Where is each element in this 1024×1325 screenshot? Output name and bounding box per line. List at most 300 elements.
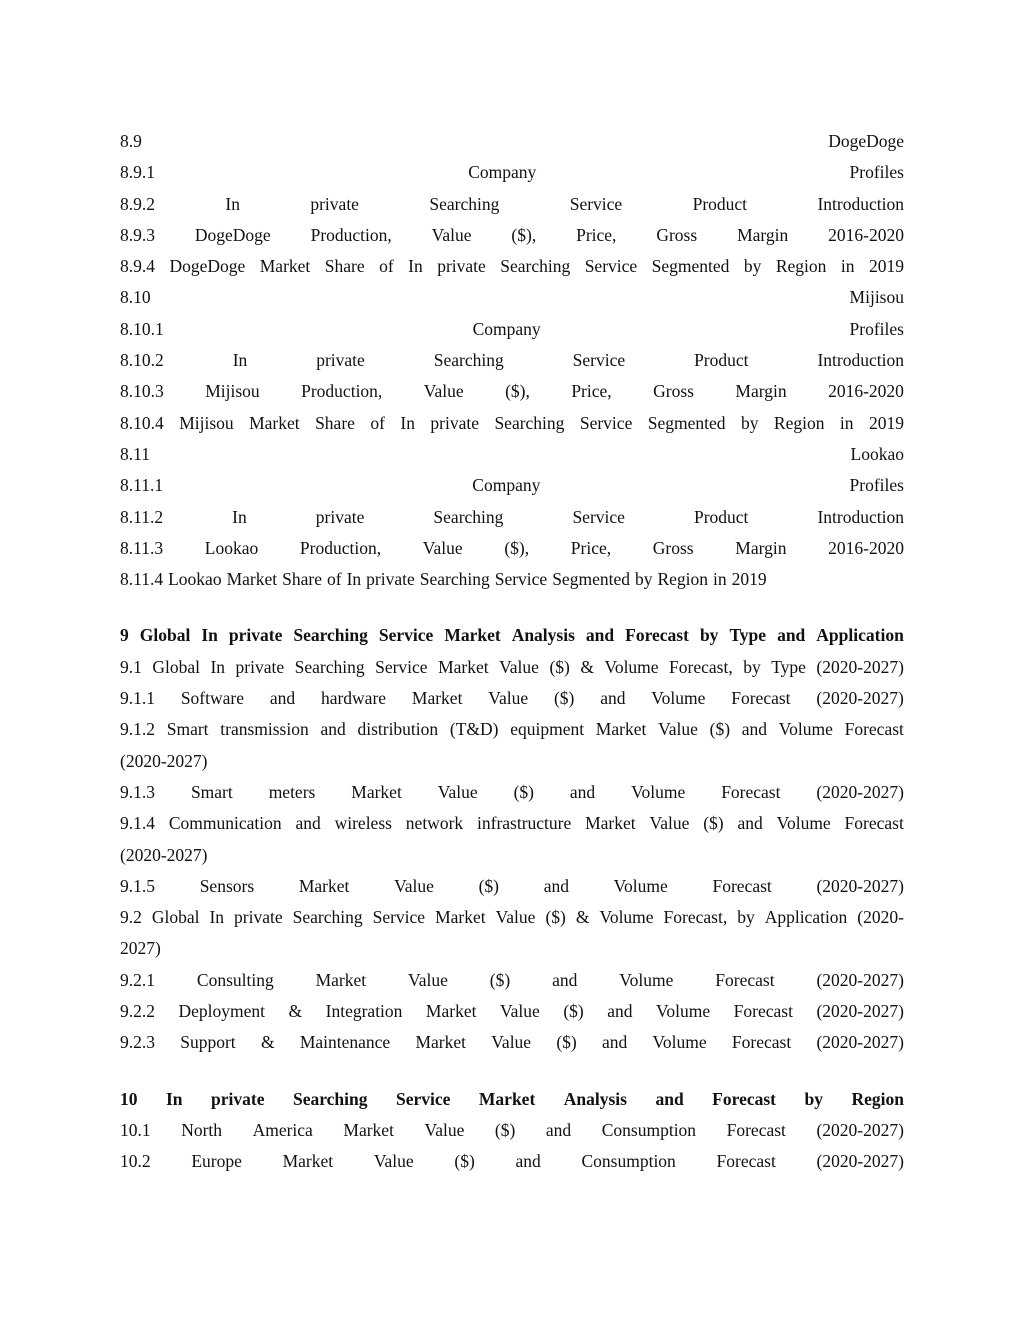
toc-word: Lookao — [850, 443, 904, 464]
toc-word: Consumption — [601, 1119, 697, 1140]
toc-word: Market — [435, 907, 486, 928]
toc-word: 8.9.4 — [120, 256, 155, 277]
toc-word: Europe — [191, 1151, 242, 1172]
toc-word: Company — [468, 162, 537, 183]
toc-word: Volume — [619, 969, 674, 990]
toc-word: and — [269, 688, 296, 709]
toc-word: ($) — [563, 1001, 584, 1022]
toc-word: 2016-2020 — [828, 381, 904, 402]
toc-word: private — [316, 350, 365, 371]
toc-word: 9.1.3 — [120, 781, 155, 802]
toc-word: in — [713, 569, 727, 590]
toc-word: Service — [584, 256, 638, 277]
toc-word: 8.10.4 — [120, 412, 164, 433]
toc-word: & — [575, 907, 590, 928]
toc-word: Forecast — [844, 719, 904, 740]
toc-line — [120, 470, 904, 501]
toc-word: 2019 — [868, 256, 904, 277]
toc-word: 9.2.1 — [120, 969, 155, 990]
toc-word: Forecast — [625, 625, 689, 646]
toc-word: Forecast, — [669, 656, 733, 677]
toc-word: Global — [152, 656, 200, 677]
toc-word: (2020-2027) — [120, 750, 208, 771]
toc-line — [120, 1027, 904, 1058]
toc-line — [120, 840, 904, 871]
toc-word: Forecast — [712, 1088, 776, 1109]
toc-word: Analysis — [563, 1088, 627, 1109]
toc-word: Consulting — [196, 969, 274, 990]
toc-word: Share — [282, 569, 322, 590]
toc-word: America — [252, 1119, 313, 1140]
toc-word: Value — [499, 656, 539, 677]
toc-word: Region — [773, 412, 825, 433]
toc-word: 8.9 — [120, 131, 142, 151]
toc-word: Volume — [613, 875, 668, 896]
toc-word: equipment — [510, 719, 585, 740]
toc-word: Value — [649, 813, 690, 834]
toc-word: In — [209, 907, 225, 928]
section-heading — [120, 620, 904, 651]
toc-word: Value — [658, 719, 698, 740]
toc-line — [120, 871, 904, 902]
toc-word: Application — [764, 907, 848, 928]
toc-word: 8.10.2 — [120, 350, 164, 371]
toc-word: Gross — [656, 224, 698, 245]
toc-word: Service — [378, 625, 434, 646]
toc-word: Support — [180, 1032, 236, 1053]
toc-word: Margin — [735, 381, 787, 402]
toc-word: 8.11 — [120, 443, 150, 464]
toc-word: 9.1 — [120, 656, 142, 677]
toc-word: 8.11.2 — [120, 506, 164, 527]
toc-word: Value — [499, 1001, 540, 1022]
toc-word: 8.9.1 — [120, 162, 155, 183]
toc-word: in — [840, 256, 855, 277]
toc-line — [120, 1115, 904, 1146]
toc-word: Mijisou — [849, 287, 904, 308]
toc-word: 10.1 — [120, 1119, 151, 1140]
toc-line — [120, 282, 904, 313]
toc-word: ($), — [511, 224, 537, 245]
toc-word: 8.9.3 — [120, 224, 155, 245]
toc-word: (2020-2027) — [816, 1119, 904, 1140]
toc-line — [120, 777, 904, 808]
toc-word: Market — [595, 719, 647, 740]
paragraph-gap — [120, 595, 904, 620]
toc-word: transmission — [220, 719, 309, 740]
toc-line — [120, 933, 904, 964]
toc-word: 8.9.2 — [120, 193, 155, 214]
toc-word: Maintenance — [299, 1032, 391, 1053]
toc-word: 10 — [120, 1088, 138, 1109]
toc-word: Analysis — [511, 625, 575, 646]
toc-word: North — [181, 1119, 223, 1140]
toc-word: private — [235, 656, 285, 677]
toc-word: Value — [394, 875, 434, 896]
toc-word: Company — [472, 318, 541, 339]
toc-word: ($) — [513, 781, 534, 802]
toc-word: Segmented — [647, 412, 726, 433]
toc-word: Share — [315, 412, 355, 433]
toc-word: Searching — [292, 1088, 368, 1109]
toc-word: In — [232, 506, 247, 527]
toc-word: network — [405, 813, 464, 834]
toc-word: 9.1.2 — [120, 719, 155, 740]
toc-word: and — [295, 813, 321, 834]
toc-word: Forecast — [844, 813, 904, 834]
toc-word: Forecast — [712, 875, 772, 896]
toc-word: private — [315, 506, 365, 527]
toc-word: Volume — [651, 688, 706, 709]
toc-word: 9.2.3 — [120, 1032, 155, 1053]
toc-word: 9.2 — [120, 907, 142, 928]
toc-word: (2020-2027) — [816, 1032, 904, 1053]
toc-word: distribution — [357, 719, 439, 740]
toc-word: Introduction — [817, 506, 904, 527]
toc-word: & — [288, 1001, 303, 1022]
toc-word: Profiles — [849, 318, 904, 339]
toc-word: ($) — [553, 688, 575, 709]
toc-word: Value — [422, 537, 463, 558]
toc-word: Forecast — [731, 688, 791, 709]
toc-word: Region — [775, 256, 827, 277]
toc-word: Forecast — [726, 1119, 786, 1140]
toc-word: ($) — [489, 969, 511, 990]
toc-word: Region — [851, 1088, 904, 1109]
toc-word: 8.11.1 — [120, 475, 164, 496]
toc-word: ($), — [504, 537, 530, 558]
toc-word: Volume — [599, 907, 654, 928]
toc-word: 9.1.1 — [120, 688, 155, 709]
toc-word: Market — [438, 656, 489, 677]
toc-word: Forecast — [733, 1001, 793, 1022]
toc-word: Share — [324, 256, 365, 277]
toc-word: In — [400, 412, 415, 433]
toc-word: Searching — [500, 256, 571, 277]
toc-word: Production, — [301, 381, 383, 402]
toc-word: Introduction — [817, 350, 904, 371]
toc-line — [120, 439, 904, 470]
toc-line — [120, 502, 904, 533]
toc-word: Forecast — [716, 1151, 776, 1172]
toc-line — [120, 251, 904, 282]
toc-word: Product — [693, 506, 749, 527]
toc-word: Market — [249, 412, 300, 433]
toc-word: 2016-2020 — [828, 537, 904, 558]
toc-word: (2020-2027) — [816, 781, 904, 802]
toc-word: (2020-2027) — [120, 844, 208, 865]
toc-word: and — [602, 1032, 628, 1053]
toc-word: Market — [343, 1119, 394, 1140]
toc-word: and — [737, 813, 763, 834]
toc-line — [120, 345, 904, 376]
toc-word: 9.1.5 — [120, 875, 155, 896]
toc-word: Market — [259, 256, 311, 277]
toc-line — [120, 126, 904, 157]
toc-word: 8.11.4 — [120, 569, 164, 590]
toc-word: Value — [424, 1119, 465, 1140]
toc-word: Service — [572, 506, 625, 527]
toc-word: and — [777, 625, 806, 646]
toc-word: Mijisou — [205, 381, 260, 402]
toc-line — [120, 746, 904, 777]
toc-word: Volume — [656, 1001, 711, 1022]
toc-word: Forecast — [731, 1032, 792, 1053]
toc-word: Market — [226, 569, 278, 590]
toc-word: Searching — [292, 907, 363, 928]
toc-word: Value — [408, 969, 448, 990]
toc-word: Price, — [576, 224, 617, 245]
toc-word: ($) — [454, 1151, 475, 1172]
toc-word: Forecast, — [663, 907, 728, 928]
toc-word: (2020-2027) — [816, 688, 904, 709]
toc-word: Market — [425, 1001, 477, 1022]
toc-word: Software — [180, 688, 245, 709]
toc-word: ($) — [703, 813, 724, 834]
section-heading — [120, 1084, 904, 1115]
toc-word: ($) — [709, 719, 731, 740]
toc-word: 10.2 — [120, 1151, 151, 1172]
toc-word: ($) — [478, 875, 500, 896]
toc-word: wireless — [334, 813, 392, 834]
paragraph-gap — [120, 1059, 904, 1084]
toc-line — [120, 220, 904, 251]
toc-word: Mijisou — [179, 412, 234, 433]
toc-word: Searching — [293, 625, 368, 646]
toc-word: Deployment — [178, 1001, 266, 1022]
toc-line — [120, 902, 904, 933]
toc-word: private — [228, 625, 283, 646]
toc-word: Lookao — [204, 537, 259, 558]
toc-word: by — [804, 1088, 823, 1109]
toc-word: Market — [411, 688, 463, 709]
toc-word: and — [741, 719, 768, 740]
toc-word: meters — [268, 781, 316, 802]
toc-word: Type — [771, 656, 806, 677]
toc-word: Searching — [294, 656, 365, 677]
toc-line — [120, 808, 904, 839]
toc-word: Type — [729, 625, 767, 646]
toc-word: Value — [488, 688, 529, 709]
toc-word: Volume — [776, 813, 831, 834]
toc-word: of — [370, 412, 385, 433]
toc-word: private — [211, 1088, 265, 1109]
toc-word: infrastructure — [477, 813, 572, 834]
toc-word: Margin — [737, 224, 789, 245]
toc-word: Segmented — [552, 569, 630, 590]
toc-word: and — [607, 1001, 633, 1022]
toc-word: 2016-2020 — [828, 224, 904, 245]
toc-word: Searching — [494, 412, 565, 433]
toc-word: (2020-2027) — [816, 1001, 904, 1022]
toc-word: Market — [298, 875, 350, 896]
toc-word: (2020-2027) — [816, 1151, 904, 1172]
toc-word: Region — [657, 569, 709, 590]
toc-line — [120, 564, 904, 595]
toc-word: DogeDoge — [194, 224, 271, 245]
toc-word: ($), — [505, 381, 530, 402]
toc-word: 9.2.2 — [120, 1001, 155, 1022]
toc-word: of — [326, 569, 342, 590]
toc-line — [120, 376, 904, 407]
toc-word: In — [225, 193, 240, 214]
toc-word: Service — [572, 350, 626, 371]
toc-line — [120, 714, 904, 745]
toc-word: DogeDoge — [169, 256, 246, 277]
toc-word: Volume — [778, 719, 833, 740]
toc-word: In — [346, 569, 362, 590]
toc-word: (2020-2027) — [816, 969, 904, 990]
toc-word: In — [408, 256, 423, 277]
toc-word: Product — [694, 350, 749, 371]
toc-line — [120, 1146, 904, 1177]
toc-word: Market — [282, 1151, 334, 1172]
toc-word: ($) — [549, 656, 570, 677]
toc-word: private — [437, 256, 486, 277]
toc-word: In — [232, 350, 248, 371]
toc-word: private — [234, 907, 283, 928]
toc-word: Value — [373, 1151, 414, 1172]
toc-word: Market — [478, 1088, 536, 1109]
toc-line — [120, 533, 904, 564]
toc-word: and — [320, 719, 346, 740]
toc-word: by — [743, 256, 762, 277]
toc-line — [120, 996, 904, 1027]
toc-word: 8.10 — [120, 287, 151, 308]
toc-word: and — [569, 781, 596, 802]
toc-word: Product — [692, 193, 748, 214]
toc-word: Global — [151, 907, 200, 928]
toc-word: by — [699, 625, 719, 646]
toc-word: Searching — [433, 506, 504, 527]
toc-word: DogeDoge — [828, 131, 904, 151]
toc-word: by — [740, 412, 759, 433]
toc-word: Volume — [604, 656, 659, 677]
toc-word: Company — [472, 475, 541, 496]
toc-word: private — [430, 412, 479, 433]
toc-word: Volume — [631, 781, 686, 802]
toc-word: 8.10.1 — [120, 318, 164, 339]
toc-word: Service — [372, 907, 426, 928]
toc-line — [120, 314, 904, 345]
toc-word: ($) — [545, 907, 566, 928]
toc-word: and — [545, 1119, 572, 1140]
toc-word: by — [743, 656, 761, 677]
toc-word: Service — [579, 412, 633, 433]
toc-word: Introduction — [817, 193, 904, 214]
toc-word: ($) — [556, 1032, 577, 1053]
toc-word: and — [552, 969, 578, 990]
toc-word: Market — [415, 1032, 466, 1053]
toc-word: (2020-2027) — [816, 875, 904, 896]
toc-word: Communication — [168, 813, 282, 834]
toc-word: Value — [495, 907, 536, 928]
toc-word: Application — [816, 625, 904, 646]
toc-word: Gross — [653, 381, 694, 402]
toc-word: Integration — [325, 1001, 403, 1022]
toc-word: 8.10.3 — [120, 381, 164, 402]
toc-word: Segmented — [651, 256, 730, 277]
toc-word: 8.11.3 — [120, 537, 164, 558]
toc-word: Market — [585, 813, 636, 834]
toc-word: Value — [423, 381, 464, 402]
toc-word: In — [210, 656, 226, 677]
toc-word: in — [839, 412, 854, 433]
toc-word: Lookao — [168, 569, 222, 590]
toc-word: 9.1.4 — [120, 813, 155, 834]
toc-word: 2019 — [731, 569, 767, 590]
toc-word: Value — [491, 1032, 532, 1053]
toc-word: of — [379, 256, 394, 277]
toc-word: Price, — [570, 537, 612, 558]
toc-word: Value — [437, 781, 478, 802]
toc-word: In — [201, 625, 218, 646]
toc-word: private — [310, 193, 359, 214]
toc-word: Volume — [652, 1032, 707, 1053]
toc-word: 2027) — [120, 938, 161, 959]
toc-word: Production, — [310, 224, 392, 245]
toc-word: Searching — [433, 350, 504, 371]
toc-word: Searching — [429, 193, 500, 214]
toc-word: Consumption — [581, 1151, 676, 1172]
toc-word: Margin — [735, 537, 787, 558]
toc-word: Global — [139, 625, 191, 646]
toc-word: Forecast — [721, 781, 781, 802]
toc-word: Value — [431, 224, 472, 245]
toc-word: Service — [494, 569, 548, 590]
toc-line — [120, 652, 904, 683]
toc-word: & — [580, 656, 594, 677]
toc-word: ($) — [494, 1119, 516, 1140]
toc-word: (2020-2027) — [816, 656, 904, 677]
toc-word: Production, — [299, 537, 382, 558]
toc-word: In — [165, 1088, 183, 1109]
toc-word: Market — [315, 969, 367, 990]
toc-line — [120, 189, 904, 220]
toc-word: Forecast — [715, 969, 775, 990]
toc-line — [120, 965, 904, 996]
toc-word: and — [585, 625, 615, 646]
toc-word: Searching — [419, 569, 490, 590]
toc-word: Smart — [190, 781, 233, 802]
toc-word: (2020- — [857, 907, 904, 928]
toc-word: 2019 — [868, 412, 904, 433]
toc-word: (T&D) — [449, 719, 499, 740]
toc-word: and — [600, 688, 626, 709]
toc-line — [120, 157, 904, 188]
toc-word: Smart — [166, 719, 209, 740]
toc-word: Market — [351, 781, 402, 802]
toc-word: Profiles — [849, 475, 904, 496]
toc-word: Service — [375, 656, 428, 677]
toc-word: Gross — [652, 537, 694, 558]
toc-word: Service — [569, 193, 623, 214]
toc-word: Profiles — [849, 162, 904, 183]
toc-word: & — [260, 1032, 275, 1053]
toc-line — [120, 683, 904, 714]
toc-line — [120, 408, 904, 439]
toc-word: Service — [396, 1088, 451, 1109]
toc-word: Price, — [571, 381, 612, 402]
toc-word: and — [515, 1151, 541, 1172]
toc-word: hardware — [320, 688, 387, 709]
document-page — [120, 126, 904, 1178]
toc-word: and — [543, 875, 569, 896]
toc-word: Sensors — [199, 875, 255, 896]
toc-word: private — [366, 569, 415, 590]
toc-word: and — [655, 1088, 684, 1109]
toc-word: Market — [444, 625, 501, 646]
